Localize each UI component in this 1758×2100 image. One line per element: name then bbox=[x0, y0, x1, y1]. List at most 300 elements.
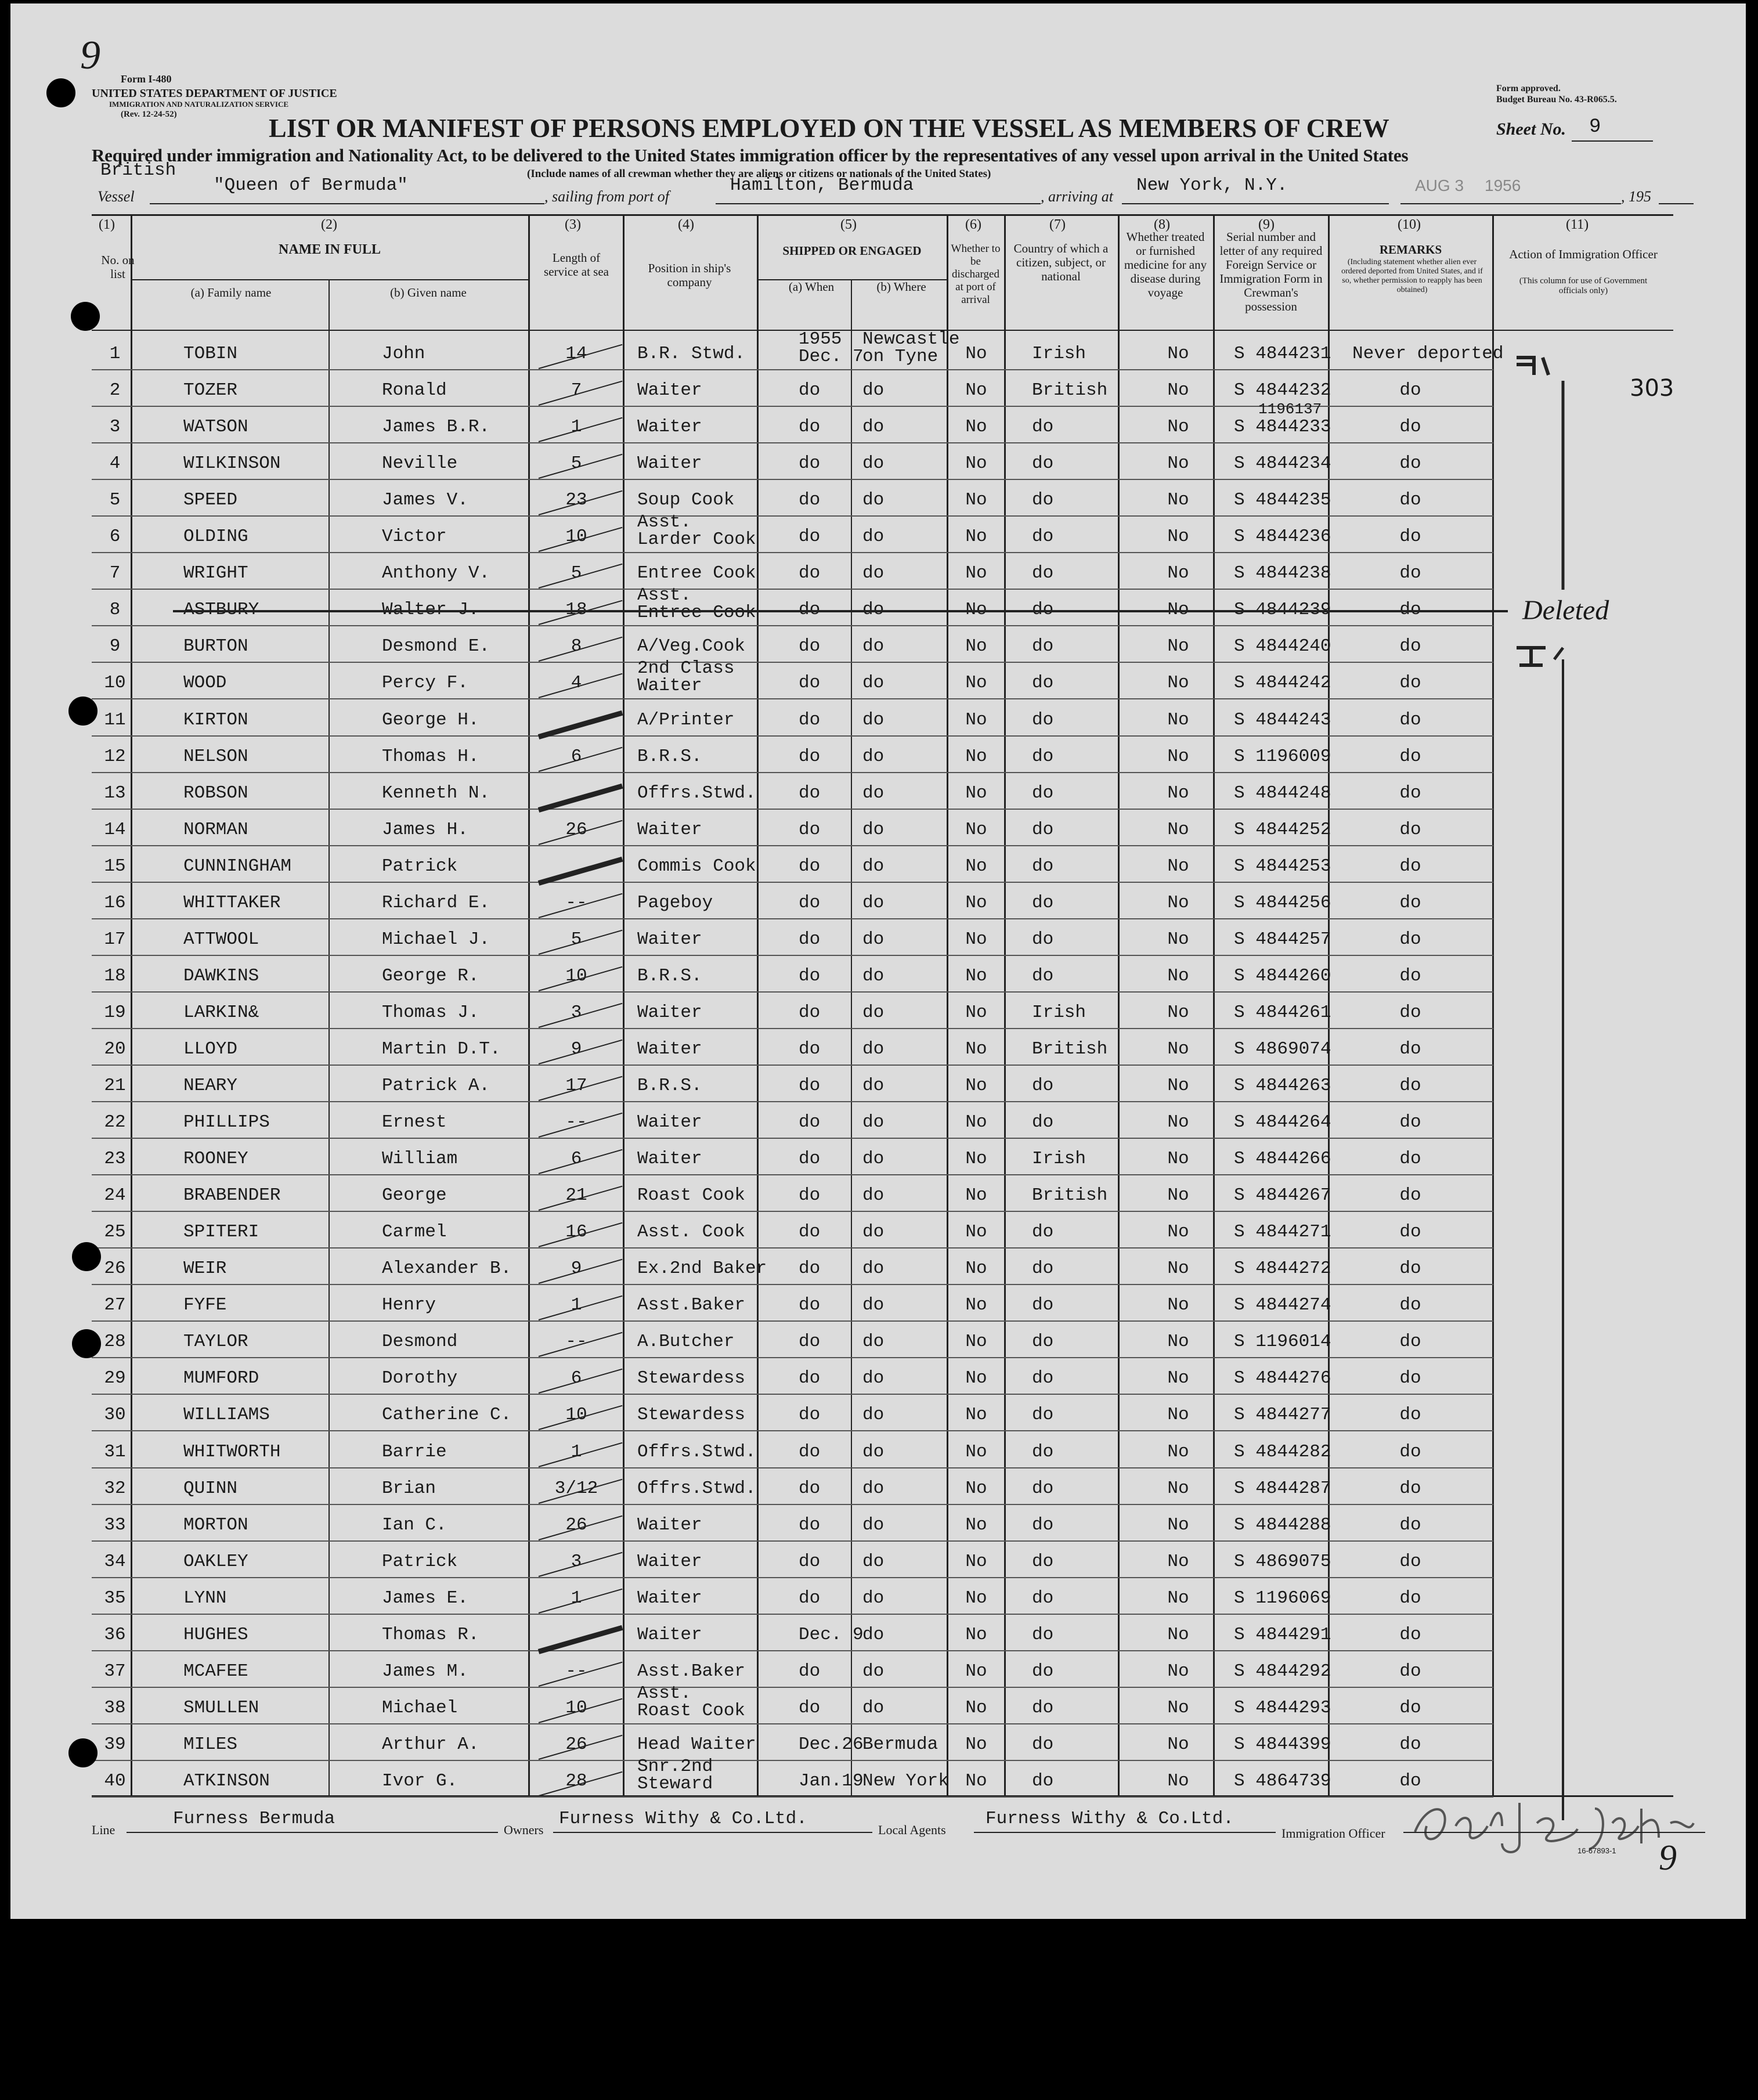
discharged: No bbox=[965, 929, 987, 950]
country: do bbox=[1032, 1661, 1054, 1682]
position: Snr.2nd Steward bbox=[637, 1756, 713, 1794]
position: Offrs.Stwd. bbox=[637, 782, 756, 803]
service-length: 9 bbox=[571, 1038, 582, 1059]
treated: No bbox=[1167, 526, 1189, 547]
discharged: No bbox=[965, 1222, 987, 1243]
serial-number: S 4844293 bbox=[1234, 1697, 1331, 1718]
discharged: No bbox=[965, 563, 987, 584]
serial-number: S 4844233 bbox=[1234, 417, 1331, 438]
discharged: No bbox=[965, 709, 987, 730]
row-number: 16 bbox=[104, 892, 126, 913]
serial-number: S 4844399 bbox=[1234, 1734, 1331, 1755]
manifest-sheet bbox=[10, 3, 1746, 1919]
treated: No bbox=[1167, 673, 1189, 694]
treated: No bbox=[1167, 453, 1189, 474]
shipped-when: do bbox=[799, 1222, 821, 1243]
family-name: ROONEY bbox=[183, 1149, 248, 1170]
col10-header: REMARKS bbox=[1379, 243, 1442, 257]
shipped-where: do bbox=[862, 1405, 885, 1426]
position: Waiter bbox=[637, 1624, 702, 1645]
country: do bbox=[1032, 746, 1054, 767]
shipped-where: do bbox=[862, 1441, 885, 1462]
family-name: FYFE bbox=[183, 1295, 227, 1316]
given-name: Martin D.T. bbox=[382, 1038, 501, 1059]
treated: No bbox=[1167, 1222, 1189, 1243]
service-length: 17 bbox=[565, 1076, 587, 1096]
remarks: do bbox=[1399, 746, 1421, 767]
shipped-where: do bbox=[862, 819, 885, 840]
position: Soup Cook bbox=[637, 490, 735, 511]
row-number: 28 bbox=[104, 1332, 126, 1352]
shipped-where: do bbox=[862, 1551, 885, 1572]
row-number: 4 bbox=[109, 453, 121, 474]
discharged: No bbox=[965, 600, 987, 620]
footer-line: Furness Bermuda bbox=[173, 1809, 335, 1829]
given-name: Percy F. bbox=[382, 673, 468, 694]
shipped-where: do bbox=[862, 1002, 885, 1023]
country: do bbox=[1032, 965, 1054, 986]
service-length: 6 bbox=[571, 1149, 582, 1170]
serial-number: S 4844243 bbox=[1234, 709, 1331, 730]
col5a-header: (a) When bbox=[788, 280, 835, 294]
shipped-when: do bbox=[799, 636, 821, 657]
position: Waiter bbox=[637, 380, 702, 401]
shipped-when: do bbox=[799, 1697, 821, 1718]
position: Asst.Baker bbox=[637, 1295, 746, 1316]
country: do bbox=[1032, 1697, 1054, 1718]
footer-agents: Furness Withy & Co.Ltd. bbox=[986, 1809, 1234, 1829]
row-number: 1 bbox=[109, 344, 121, 364]
family-name: MUMFORD bbox=[183, 1368, 259, 1389]
service-length: 6 bbox=[571, 1368, 582, 1389]
sailing-port: Hamilton, Bermuda bbox=[730, 175, 914, 196]
country: do bbox=[1032, 490, 1054, 511]
country: Irish bbox=[1032, 1002, 1086, 1023]
shipped-where: do bbox=[862, 600, 885, 620]
col7-header: Country of which a citizen, subject, or national bbox=[1013, 241, 1109, 283]
shipped-when: do bbox=[799, 1405, 821, 1426]
col1-num: (1) bbox=[99, 217, 115, 232]
remarks: do bbox=[1399, 1478, 1421, 1499]
shipped-where: do bbox=[862, 1587, 885, 1608]
row-number: 13 bbox=[104, 782, 126, 803]
family-name: ASTBURY bbox=[183, 600, 259, 620]
page-mark: 9 bbox=[80, 33, 100, 78]
position: Waiter bbox=[637, 1514, 702, 1535]
row-number: 24 bbox=[104, 1185, 126, 1206]
remarks: do bbox=[1399, 1002, 1421, 1023]
shipped-where: do bbox=[862, 1185, 885, 1206]
treated: No bbox=[1167, 490, 1189, 511]
row-number: 9 bbox=[109, 636, 121, 657]
shipped-where: do bbox=[862, 1038, 885, 1059]
shipped-when: Jan.19 bbox=[799, 1770, 864, 1791]
shipped-where: do bbox=[862, 526, 885, 547]
arriving-port: New York, N.Y. bbox=[1136, 175, 1288, 196]
punch-hole bbox=[71, 302, 100, 331]
treated: No bbox=[1167, 380, 1189, 401]
serial-number: S 4844253 bbox=[1234, 856, 1331, 876]
family-name: SPEED bbox=[183, 490, 238, 511]
discharged: No bbox=[965, 1112, 987, 1133]
col1-header: No. on list bbox=[101, 253, 135, 281]
treated: No bbox=[1167, 1405, 1189, 1426]
given-name: Michael J. bbox=[382, 929, 490, 950]
service-length: 5 bbox=[571, 929, 582, 950]
country: Irish bbox=[1032, 1149, 1086, 1170]
serial-number: S 4844292 bbox=[1234, 1661, 1331, 1682]
shipped-when: do bbox=[799, 819, 821, 840]
serial-number: S 4844231 bbox=[1234, 344, 1331, 364]
service-length: 26 bbox=[565, 819, 587, 840]
treated: No bbox=[1167, 1149, 1189, 1170]
treated: No bbox=[1167, 856, 1189, 876]
shipped-when: do bbox=[799, 965, 821, 986]
family-name: NELSON bbox=[183, 746, 248, 767]
family-name: DAWKINS bbox=[183, 965, 259, 986]
serial-number: S 1196014 bbox=[1234, 1332, 1331, 1352]
officer-marks bbox=[1496, 334, 1670, 1820]
given-name: Ernest bbox=[382, 1112, 447, 1133]
treated: No bbox=[1167, 1661, 1189, 1682]
agency-line-2: IMMIGRATION AND NATURALIZATION SERVICE bbox=[109, 100, 289, 109]
discharged: No bbox=[965, 1514, 987, 1535]
treated: No bbox=[1167, 1551, 1189, 1572]
row-number: 25 bbox=[104, 1222, 126, 1243]
given-name: Patrick A. bbox=[382, 1076, 490, 1096]
position: Offrs.Stwd. bbox=[637, 1441, 756, 1462]
serial-number: S 4844274 bbox=[1234, 1295, 1331, 1316]
service-length: 23 bbox=[565, 490, 587, 511]
serial-number: S 4844236 bbox=[1234, 526, 1331, 547]
strike-through bbox=[173, 610, 1508, 612]
discharged: No bbox=[965, 1258, 987, 1279]
given-name: Michael bbox=[382, 1697, 458, 1718]
serial-note: 1196137 bbox=[1258, 400, 1322, 418]
discharged: No bbox=[965, 490, 987, 511]
discharged: No bbox=[965, 1149, 987, 1170]
country: British bbox=[1032, 1185, 1108, 1206]
family-name: MORTON bbox=[183, 1514, 248, 1535]
serial-number: S 4844239 bbox=[1234, 600, 1331, 620]
given-name: Arthur A. bbox=[382, 1734, 479, 1755]
position: 2nd Class Waiter bbox=[637, 658, 735, 697]
treated: No bbox=[1167, 1002, 1189, 1023]
col5-header: SHIPPED OR ENGAGED bbox=[782, 244, 922, 258]
serial-number: S 4844232 bbox=[1234, 380, 1331, 401]
remarks: do bbox=[1399, 673, 1421, 694]
row-number: 6 bbox=[109, 526, 121, 547]
col5-num: (5) bbox=[840, 217, 857, 232]
shipped-where: do bbox=[862, 1661, 885, 1682]
col11-header: Action of Immigration Officer bbox=[1509, 247, 1658, 261]
row-number: 11 bbox=[104, 709, 126, 730]
remarks: do bbox=[1399, 782, 1421, 803]
family-name: PHILLIPS bbox=[183, 1112, 270, 1133]
remarks: do bbox=[1399, 417, 1421, 438]
shipped-where: do bbox=[862, 1514, 885, 1535]
shipped-where: Bermuda bbox=[862, 1734, 938, 1755]
shipped-when: do bbox=[799, 746, 821, 767]
given-name: Desmond bbox=[382, 1332, 458, 1352]
given-name: Thomas H. bbox=[382, 746, 479, 767]
shipped-where: do bbox=[862, 892, 885, 913]
punch-hole bbox=[68, 697, 98, 726]
treated: No bbox=[1167, 1076, 1189, 1096]
shipped-when: do bbox=[799, 600, 821, 620]
service-length: 14 bbox=[565, 344, 587, 364]
treated: No bbox=[1167, 1624, 1189, 1645]
country: do bbox=[1032, 636, 1054, 657]
remarks: do bbox=[1399, 1734, 1421, 1755]
include-note: (Include names of all crewman whether they are aliens or citizens or nationals of the United States) bbox=[527, 168, 991, 180]
shipped-where: do bbox=[862, 1624, 885, 1645]
remarks: do bbox=[1399, 892, 1421, 913]
approval-line-1: Form approved. bbox=[1496, 84, 1561, 93]
remarks: do bbox=[1399, 1697, 1421, 1718]
given-name: Brian bbox=[382, 1478, 436, 1499]
remarks: do bbox=[1399, 929, 1421, 950]
col9-header: Serial number and letter of any required Foreign Service or Immigration Form in Crewman's possession bbox=[1219, 230, 1323, 313]
family-name: LYNN bbox=[183, 1587, 227, 1608]
given-name: William bbox=[382, 1149, 458, 1170]
row-number: 19 bbox=[104, 1002, 126, 1023]
shipped-when: do bbox=[799, 892, 821, 913]
footer-line-label: Line bbox=[92, 1823, 115, 1837]
position: Offrs.Stwd. bbox=[637, 1478, 756, 1499]
remarks: do bbox=[1399, 453, 1421, 474]
treated: No bbox=[1167, 1441, 1189, 1462]
family-name: NORMAN bbox=[183, 819, 248, 840]
serial-number: S 4844272 bbox=[1234, 1258, 1331, 1279]
row-number: 39 bbox=[104, 1734, 126, 1755]
remarks: do bbox=[1399, 1222, 1421, 1243]
row-number: 20 bbox=[104, 1038, 126, 1059]
given-name: Ian C. bbox=[382, 1514, 447, 1535]
col3-num: (3) bbox=[565, 217, 581, 232]
shipped-when: do bbox=[799, 1551, 821, 1572]
position: Asst.Baker bbox=[637, 1661, 746, 1682]
shipped-when: do bbox=[799, 1185, 821, 1206]
country: do bbox=[1032, 929, 1054, 950]
serial-number: S 1196069 bbox=[1234, 1587, 1331, 1608]
treated: No bbox=[1167, 1478, 1189, 1499]
remarks: do bbox=[1399, 1258, 1421, 1279]
shipped-where: do bbox=[862, 1332, 885, 1352]
row-number: 32 bbox=[104, 1478, 126, 1499]
serial-number: S 4869075 bbox=[1234, 1551, 1331, 1572]
serial-number: S 4844287 bbox=[1234, 1478, 1331, 1499]
treated: No bbox=[1167, 892, 1189, 913]
shipped-when: do bbox=[799, 673, 821, 694]
punch-hole bbox=[46, 78, 75, 107]
remarks: do bbox=[1399, 1441, 1421, 1462]
country: British bbox=[1032, 380, 1108, 401]
shipped-where: do bbox=[862, 563, 885, 584]
remarks: do bbox=[1399, 1332, 1421, 1352]
position: Asst. Cook bbox=[637, 1222, 746, 1243]
service-length: 18 bbox=[565, 600, 587, 620]
shipped-when: do bbox=[799, 453, 821, 474]
row-number: 36 bbox=[104, 1624, 126, 1645]
position: Roast Cook bbox=[637, 1185, 746, 1206]
shipped-when: Dec. 9 bbox=[799, 1624, 864, 1645]
given-name: George R. bbox=[382, 965, 479, 986]
position: Waiter bbox=[637, 1112, 702, 1133]
discharged: No bbox=[965, 1002, 987, 1023]
remarks: do bbox=[1399, 1149, 1421, 1170]
service-length: 21 bbox=[565, 1185, 587, 1206]
position: B.R. Stwd. bbox=[637, 344, 746, 364]
family-name: BRABENDER bbox=[183, 1185, 281, 1206]
treated: No bbox=[1167, 929, 1189, 950]
given-name: James V. bbox=[382, 490, 468, 511]
service-length: 5 bbox=[571, 563, 582, 584]
given-name: Thomas J. bbox=[382, 1002, 479, 1023]
discharged: No bbox=[965, 344, 987, 364]
serial-number: S 4844248 bbox=[1234, 782, 1331, 803]
treated: No bbox=[1167, 1332, 1189, 1352]
row-number: 5 bbox=[109, 490, 121, 511]
position: A/Printer bbox=[637, 709, 735, 730]
family-name: WILKINSON bbox=[183, 453, 281, 474]
given-name: Walter J. bbox=[382, 600, 479, 620]
discharged: No bbox=[965, 1295, 987, 1316]
shipped-where: do bbox=[862, 1222, 885, 1243]
discharged: No bbox=[965, 636, 987, 657]
serial-number: S 4844282 bbox=[1234, 1441, 1331, 1462]
position: Waiter bbox=[637, 1587, 702, 1608]
shipped-when: do bbox=[799, 563, 821, 584]
row-number: 26 bbox=[104, 1258, 126, 1279]
treated: No bbox=[1167, 1514, 1189, 1535]
page-mark-bottom: 9 bbox=[1659, 1838, 1677, 1878]
shipped-where: do bbox=[862, 746, 885, 767]
family-name: WRIGHT bbox=[183, 563, 248, 584]
discharged: No bbox=[965, 1734, 987, 1755]
discharged: No bbox=[965, 1624, 987, 1645]
discharged: No bbox=[965, 1478, 987, 1499]
family-name: WOOD bbox=[183, 673, 227, 694]
position: Head Waiter bbox=[637, 1734, 756, 1755]
shipped-when: do bbox=[799, 1441, 821, 1462]
shipped-when: do bbox=[799, 526, 821, 547]
service-length: 9 bbox=[571, 1258, 582, 1279]
treated: No bbox=[1167, 1587, 1189, 1608]
serial-number: S 4844234 bbox=[1234, 453, 1331, 474]
position: Waiter bbox=[637, 1002, 702, 1023]
remarks: do bbox=[1399, 1405, 1421, 1426]
row-number: 12 bbox=[104, 746, 126, 767]
remarks: do bbox=[1399, 526, 1421, 547]
shipped-when: do bbox=[799, 929, 821, 950]
serial-number: S 4864739 bbox=[1234, 1770, 1331, 1791]
discharged: No bbox=[965, 1551, 987, 1572]
position: Asst. Roast Cook bbox=[637, 1683, 746, 1721]
shipped-when: Dec.26 bbox=[799, 1734, 864, 1755]
family-name: HUGHES bbox=[183, 1624, 248, 1645]
service-length: 10 bbox=[565, 965, 587, 986]
sheet-label: Sheet No. bbox=[1496, 120, 1566, 139]
shipped-where: do bbox=[862, 1295, 885, 1316]
family-name: NEARY bbox=[183, 1076, 238, 1096]
row-number: 18 bbox=[104, 965, 126, 986]
treated: No bbox=[1167, 1258, 1189, 1279]
discharged: No bbox=[965, 1332, 987, 1352]
discharged: No bbox=[965, 819, 987, 840]
family-name: OLDING bbox=[183, 526, 248, 547]
country: do bbox=[1032, 782, 1054, 803]
discharged: No bbox=[965, 1587, 987, 1608]
serial-number: S 4844252 bbox=[1234, 819, 1331, 840]
footer-agents-label: Local Agents bbox=[878, 1823, 946, 1837]
shipped-where: do bbox=[862, 417, 885, 438]
service-length: 1 bbox=[571, 417, 582, 438]
position: Entree Cook bbox=[637, 563, 756, 584]
shipped-where: do bbox=[862, 380, 885, 401]
family-name: LARKIN& bbox=[183, 1002, 259, 1023]
row-number: 29 bbox=[104, 1368, 126, 1389]
service-length: 6 bbox=[571, 746, 582, 767]
country: do bbox=[1032, 1332, 1054, 1352]
family-name: WHITWORTH bbox=[183, 1441, 281, 1462]
col10-num: (10) bbox=[1398, 217, 1421, 232]
remarks: do bbox=[1399, 856, 1421, 876]
shipped-when: do bbox=[799, 1002, 821, 1023]
remarks: do bbox=[1399, 709, 1421, 730]
shipped-where: do bbox=[862, 453, 885, 474]
sailing-label: , sailing from port of bbox=[544, 188, 670, 205]
treated: No bbox=[1167, 746, 1189, 767]
discharged: No bbox=[965, 856, 987, 876]
country: do bbox=[1032, 417, 1054, 438]
col2b-header: (b) Given name bbox=[390, 286, 467, 300]
row-number: 27 bbox=[104, 1295, 126, 1316]
service-length: 10 bbox=[565, 526, 587, 547]
row-number: 22 bbox=[104, 1112, 126, 1133]
service-length: -- bbox=[565, 892, 587, 913]
shipped-when: do bbox=[799, 1295, 821, 1316]
family-name: WEIR bbox=[183, 1258, 227, 1279]
serial-number: S 4844267 bbox=[1234, 1185, 1331, 1206]
shipped-when: do bbox=[799, 1368, 821, 1389]
remarks: do bbox=[1399, 1295, 1421, 1316]
treated: No bbox=[1167, 344, 1189, 364]
row-number: 33 bbox=[104, 1514, 126, 1535]
serial-number: S 4844276 bbox=[1234, 1368, 1331, 1389]
given-name: Richard E. bbox=[382, 892, 490, 913]
country: do bbox=[1032, 819, 1054, 840]
family-name: ATTWOOL bbox=[183, 929, 259, 950]
given-name: James H. bbox=[382, 819, 468, 840]
shipped-when: do bbox=[799, 417, 821, 438]
country: do bbox=[1032, 673, 1054, 694]
treated: No bbox=[1167, 563, 1189, 584]
given-name: Thomas R. bbox=[382, 1624, 479, 1645]
shipped-when: do bbox=[799, 1478, 821, 1499]
treated: No bbox=[1167, 1734, 1189, 1755]
discharged: No bbox=[965, 1038, 987, 1059]
shipped-when: do bbox=[799, 1514, 821, 1535]
treated: No bbox=[1167, 819, 1189, 840]
deleted-note: Deleted bbox=[1522, 595, 1609, 626]
country: do bbox=[1032, 1112, 1054, 1133]
shipped-when: do bbox=[799, 1112, 821, 1133]
given-name: Patrick bbox=[382, 1551, 458, 1572]
position: Asst. Entree Cook bbox=[637, 585, 756, 623]
serial-number: S 4844261 bbox=[1234, 1002, 1331, 1023]
given-name: Patrick bbox=[382, 856, 458, 876]
